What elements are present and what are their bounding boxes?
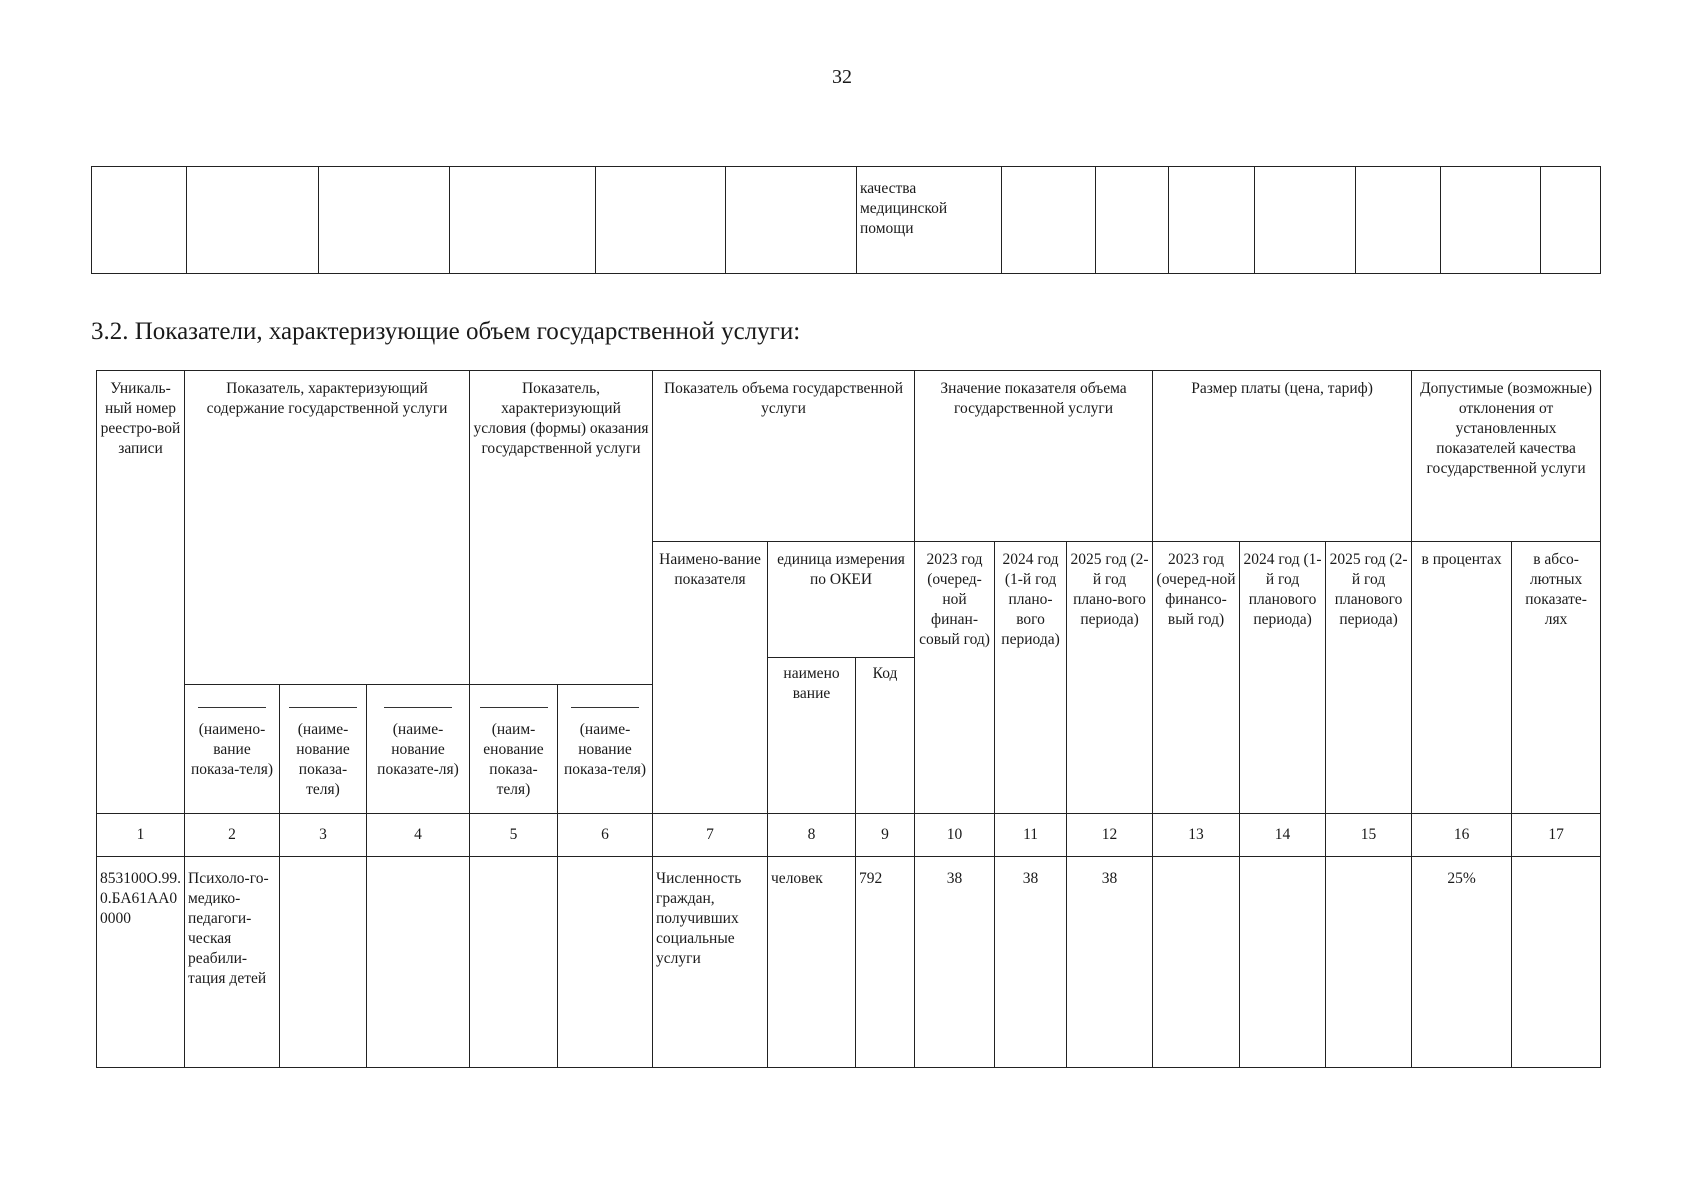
volume-indicators-table [96,370,1601,1068]
header-registry: Уникаль-ный номер реестро-вой записи [97,371,185,814]
blank-line [289,707,357,708]
header-fee-2024: 2024 год (1-й год планового периода) [1240,542,1326,814]
quality-cell: качества медицинской помощи [857,167,1002,274]
header-conditions: Показатель, характеризующий условия (формы) оказания государственной услуги [470,371,653,685]
empty-cell [1356,167,1441,274]
value-2023-cell: 38 [915,857,995,1068]
sub-label: (наиме-нование показа-теля) [296,721,350,798]
empty-cell [1326,857,1412,1068]
column-number: 1 [97,814,185,857]
sub-label: (наиме-нование показа-теля) [563,721,647,778]
column-number: 5 [470,814,558,857]
value-2025-cell: 38 [1067,857,1153,1068]
header-indicator-name: Наимено-вание показателя [653,542,768,814]
sub-label: (наим-енование показа-теля) [483,721,544,798]
header-fee: Размер платы (цена, тариф) [1153,371,1412,542]
header-okei-code: Код [856,658,915,814]
column-number: 7 [653,814,768,857]
column-number: 10 [915,814,995,857]
header-fee-2025: 2025 год (2-й год планового периода) [1326,542,1412,814]
table-row [97,857,1601,1068]
empty-cell [1002,167,1096,274]
column-number: 2 [185,814,280,857]
blank-line [198,707,266,708]
column-number: 17 [1512,814,1601,857]
section-title: 3.2. Показатели, характеризующие объем государственной услуги: [91,318,801,345]
header-sub-4 [367,685,470,814]
empty-cell [1255,167,1356,274]
header-sub-6 [558,685,653,814]
column-number: 13 [1153,814,1240,857]
registry-number-cell: 853100О.99.0.БА61АА00000 [97,857,185,1068]
header-in-percent: в процентах [1412,542,1512,814]
deviation-percent-cell: 25% [1412,857,1512,1068]
header-content: Показатель, характеризующий содержание государственной услуги [185,371,470,685]
header-in-absolute: в абсо-лютных показате-лях [1512,542,1601,814]
empty-cell [1541,167,1601,274]
header-value-2025: 2025 год (2-й год плано-вого периода) [1067,542,1153,814]
header-okei-name: наимено вание [768,658,856,814]
column-number: 14 [1240,814,1326,857]
sub-label: (наимено-вание показа-теля) [190,721,274,778]
service-content-cell: Психоло-го-медико-педагоги-ческая реабили-тация детей [185,857,280,1068]
empty-cell [1169,167,1255,274]
header-okei-unit: единица измерения по ОКЕИ [768,542,915,658]
page-number: 32 [832,66,852,88]
column-number: 4 [367,814,470,857]
empty-cell [319,167,450,274]
empty-cell [450,167,596,274]
header-sub-5 [470,685,558,814]
column-number: 16 [1412,814,1512,857]
header-sub-3 [280,685,367,814]
empty-cell [1441,167,1541,274]
empty-cell [367,857,470,1068]
value-2024-cell: 38 [995,857,1067,1068]
empty-cell [1240,857,1326,1068]
blank-line [384,707,452,708]
column-number: 9 [856,814,915,857]
blank-line [571,707,639,708]
header-value: Значение показателя объема государственной услуги [915,371,1153,542]
empty-cell [1512,857,1601,1068]
empty-cell [1153,857,1240,1068]
continued-quality-table [91,166,1601,274]
header-volume: Показатель объема государственной услуги [653,371,915,542]
empty-cell [596,167,726,274]
header-value-2023: 2023 год (очеред-ной финан-совый год) [915,542,995,814]
header-deviations: Допустимые (возможные) отклонения от установленных показателей качества государственной услуги [1412,371,1601,542]
blank-line [480,707,548,708]
empty-cell [92,167,187,274]
sub-label: (наиме-нование показате-ля) [377,721,459,778]
column-number: 6 [558,814,653,857]
empty-cell [280,857,367,1068]
column-number: 3 [280,814,367,857]
empty-cell [187,167,319,274]
empty-cell [470,857,558,1068]
empty-cell [558,857,653,1068]
indicator-name-cell: Численность граждан, получивших социальные услуги [653,857,768,1068]
column-number: 12 [1067,814,1153,857]
column-number: 8 [768,814,856,857]
column-number: 11 [995,814,1067,857]
empty-cell [726,167,857,274]
header-fee-2023: 2023 год (очеред-ной финансо-вый год) [1153,542,1240,814]
header-sub-2 [185,685,280,814]
header-value-2024: 2024 год (1-й год плано-вого периода) [995,542,1067,814]
column-number: 15 [1326,814,1412,857]
unit-name-cell: человек [768,857,856,1068]
empty-cell [1096,167,1169,274]
unit-code-cell: 792 [856,857,915,1068]
